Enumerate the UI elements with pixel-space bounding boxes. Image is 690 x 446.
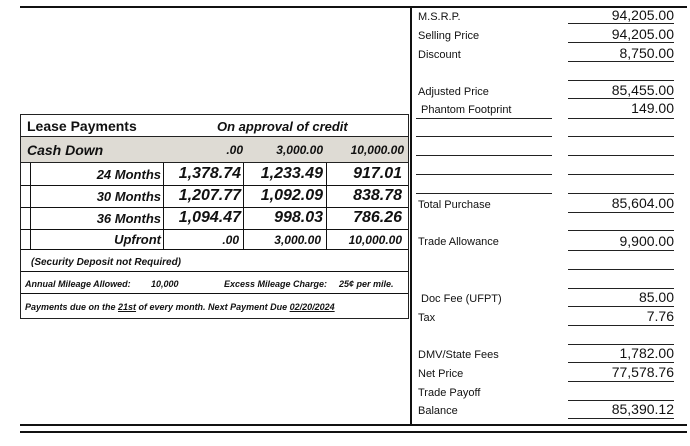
term-payment: 786.26 xyxy=(353,209,402,226)
phantom-footprint-value: 149.00 xyxy=(631,100,674,116)
bottom-border-2 xyxy=(20,431,687,433)
discount-value: 8,750.00 xyxy=(619,45,674,61)
mileage-label: Annual Mileage Allowed: xyxy=(25,279,131,289)
upfront-row xyxy=(21,229,408,249)
top-border xyxy=(20,6,687,8)
doc-fee-value: 85.00 xyxy=(638,289,674,305)
upfront-label: Upfront xyxy=(114,232,161,247)
cash-down-value: 3,000.00 xyxy=(276,143,323,157)
term-payment: 1,378.74 xyxy=(178,165,241,182)
term-payment: 1,207.77 xyxy=(178,187,241,204)
balance-value: 85,390.12 xyxy=(611,401,674,417)
payments-due-note: Payments due on the 21st of every month. Next Payment Due 02/20/2024 xyxy=(25,302,335,312)
bottom-border-1 xyxy=(20,424,687,426)
excess-mileage-value: 25¢ per mile. xyxy=(339,279,394,289)
msrp-label: M.S.R.P. xyxy=(418,11,461,23)
lease-title: Lease Payments xyxy=(27,118,137,134)
term-payment: 1,094.47 xyxy=(178,209,241,226)
selling-price-label: Selling Price xyxy=(418,30,480,42)
total-purchase-label: Total Purchase xyxy=(418,199,491,211)
net-price-value: 77,578.76 xyxy=(611,364,674,380)
term-label: 30 Months xyxy=(96,189,161,204)
lease-term-row xyxy=(21,163,408,185)
phantom-footprint-label: Phantom Footprint xyxy=(421,104,512,116)
tax-value: 7.76 xyxy=(646,308,674,324)
upfront-value: 3,000.00 xyxy=(274,233,321,247)
lease-approval-note: On approval of credit xyxy=(217,119,348,134)
term-payment: 838.78 xyxy=(353,187,402,204)
trade-allowance-value: 9,900.00 xyxy=(619,233,674,249)
term-label: 24 Months xyxy=(96,167,161,182)
cash-down-row xyxy=(21,137,408,163)
trade-allowance-label: Trade Allowance xyxy=(418,236,499,248)
dmv-fees-label: DMV/State Fees xyxy=(418,349,499,361)
excess-mileage-label: Excess Mileage Charge: xyxy=(224,279,328,289)
center-divider xyxy=(410,6,412,424)
net-price-label: Net Price xyxy=(418,368,464,380)
adjusted-price-value: 85,455.00 xyxy=(611,82,674,98)
lease-term-row xyxy=(21,207,408,229)
dmv-fees-value: 1,782.00 xyxy=(619,345,674,361)
term-payment: 1,092.09 xyxy=(260,187,323,204)
mileage-value: 10,000 xyxy=(151,279,179,289)
lease-payments-box xyxy=(20,114,409,319)
tax-label: Tax xyxy=(418,312,436,324)
lease-terms-grid xyxy=(21,163,408,250)
cash-down-value: 10,000.00 xyxy=(350,143,404,157)
term-payment: 998.03 xyxy=(274,209,323,226)
term-payment: 1,233.49 xyxy=(260,165,323,182)
selling-price-value: 94,205.00 xyxy=(611,26,674,42)
term-payment: 917.01 xyxy=(353,165,402,182)
total-purchase-value: 85,604.00 xyxy=(611,195,674,211)
balance-label: Balance xyxy=(418,405,458,417)
trade-payoff-label: Trade Payoff xyxy=(418,387,481,399)
upfront-value: .00 xyxy=(222,233,239,247)
cash-down-label: Cash Down xyxy=(27,142,104,158)
discount-label: Discount xyxy=(418,49,461,61)
adjusted-price-label: Adjusted Price xyxy=(418,86,489,98)
lease-title-row xyxy=(21,115,408,137)
doc-fee-label: Doc Fee (UFPT) xyxy=(421,293,502,305)
security-deposit-note: (Security Deposit not Required) xyxy=(31,257,182,268)
term-label: 36 Months xyxy=(96,211,161,226)
cash-down-value: .00 xyxy=(226,143,243,157)
lease-term-row xyxy=(21,185,408,207)
upfront-value: 10,000.00 xyxy=(348,233,402,247)
msrp-value: 94,205.00 xyxy=(611,7,674,23)
